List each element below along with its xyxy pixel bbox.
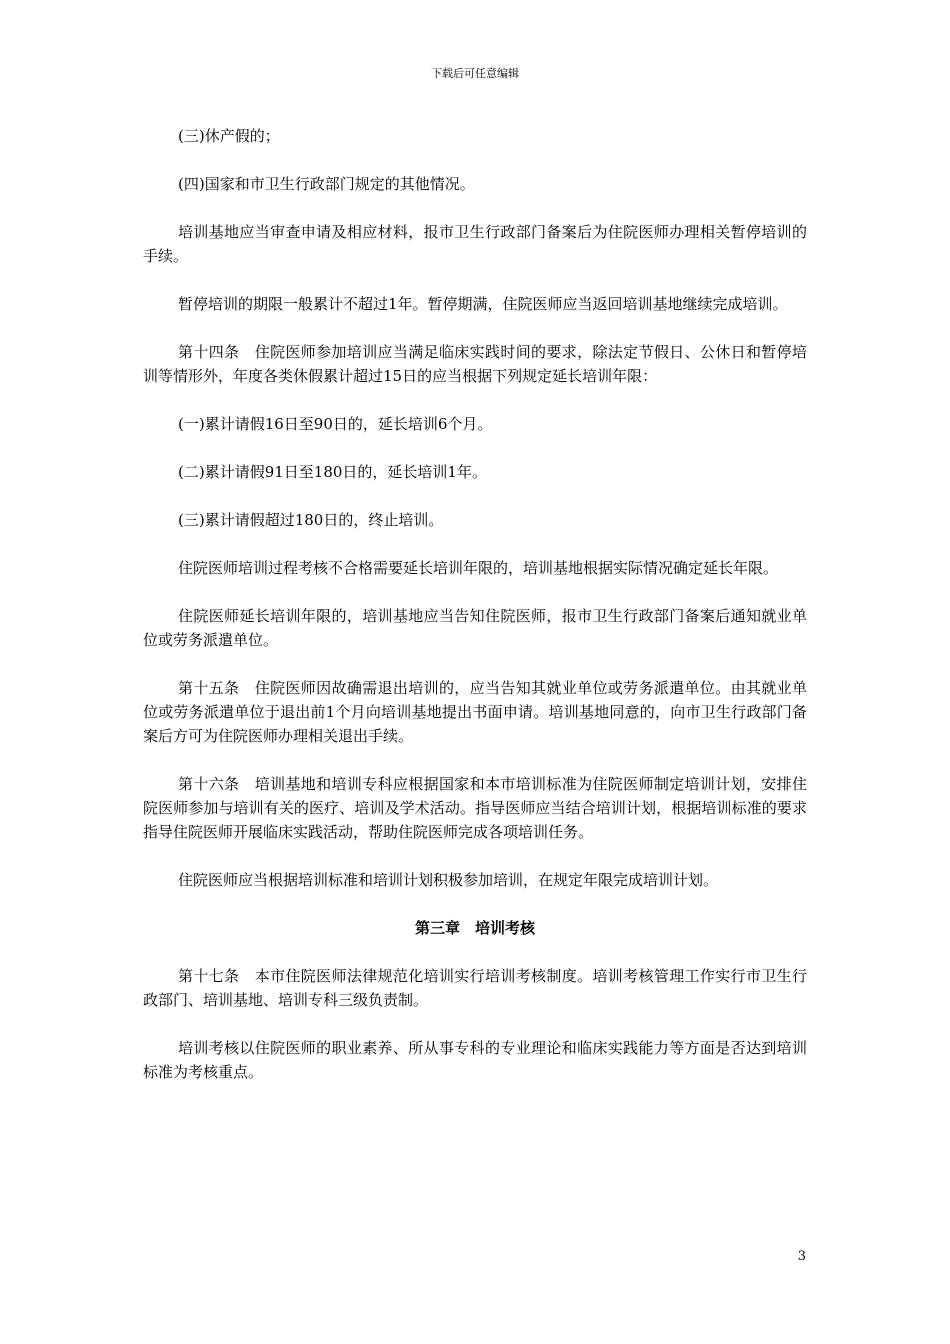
paragraph: 住院医师培训过程考核不合格需要延长培训年限的，培训基地根据实际情况确定延长年限。 [178,559,779,577]
article-16-paragraph: 第十六条 培训基地和培训专科应根据国家和本市培训标准为住院医师制定培训计划，安排住院医师参加与培训有关的医疗、培训及学术活动。指导医师应当结合培训计划，根据培训标准的要求指导住院医师开展临床实践活动，帮助住院医师完成各项培训任务。 [143,775,807,841]
list-item: (三)累计请假超过180日的，终止培训。 [178,511,444,529]
paragraph: (四)国家和市卫生行政部门规定的其他情况。 [178,175,475,193]
page-header: 下载后可任意编辑 [431,67,519,80]
paragraph: (三)休产假的； [178,127,280,145]
document-body [143,124,807,1108]
page-number: 3 [797,1249,806,1264]
chapter-heading: 第三章 培训考核 [414,919,535,937]
paragraph: 培训基地应当审查申请及相应材料，报市卫生行政部门备案后为住院医师办理相关暂停培训的手续。 [143,223,807,265]
list-item: (二)累计请假91日至180日的，延长培训1年。 [178,463,487,481]
paragraph: 住院医师应当根据培训标准和培训计划积极参加培训，在规定年限完成培训计划。 [178,871,719,889]
article-14-paragraph: 第十四条 住院医师参加培训应当满足临床实践时间的要求，除法定节假日、公休日和暂停培训等情形外，年度各类休假累计超过15日的应当根据下列规定延长培训年限： [143,343,807,385]
paragraph: 住院医师延长培训年限的，培训基地应当告知住院医师，报市卫生行政部门备案后通知就业单位或劳务派遣单位。 [143,607,807,649]
list-item: (一)累计请假16日至90日的，延长培训6个月。 [178,415,493,433]
article-17-paragraph: 第十七条 本市住院医师法律规范化培训实行培训考核制度。培训考核管理工作实行市卫生行政部门、培训基地、培训专科三级负责制。 [143,967,807,1009]
paragraph: 暂停培训的期限一般累计不超过1年。暂停期满，住院医师应当返回培训基地继续完成培训。 [178,295,788,313]
paragraph: 培训考核以住院医师的职业素养、所从事专科的专业理论和临床实践能力等方面是否达到培训标准为考核重点。 [143,1039,807,1081]
article-15-paragraph: 第十五条 住院医师因故确需退出培训的，应当告知其就业单位或劳务派遣单位。由其就业单位或劳务派遣单位于退出前1个月向培训基地提出书面申请。培训基地同意的，向市卫生行政部门备案后方可为住院医师办理相关退出手续。 [143,679,807,745]
